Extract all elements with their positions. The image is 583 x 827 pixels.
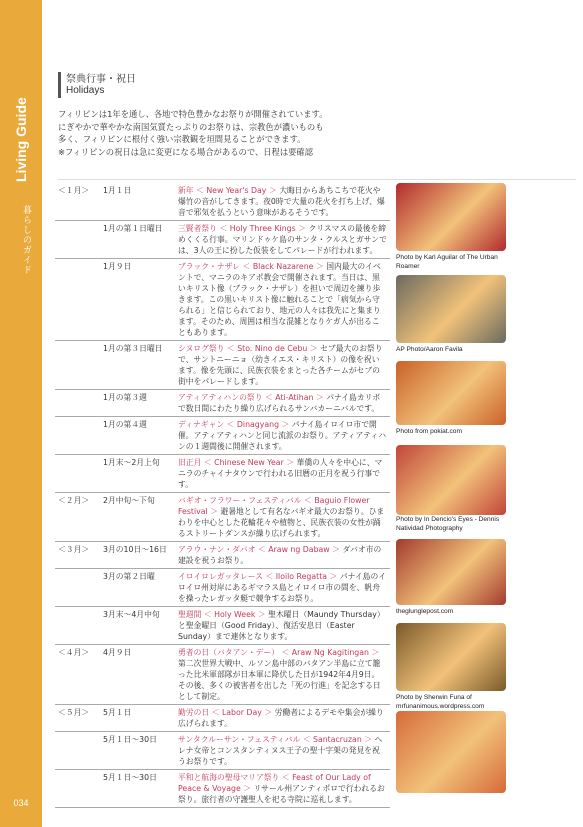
event-text: 華僑の人々を中心に、マニラのチャイナタウンで行われる旧暦の正月を祝う行事です。 [178, 458, 383, 489]
event-row [55, 183, 390, 221]
event-month [55, 390, 100, 417]
event-name: サンタクルーサン・フェスティバル ＜ Santacruzan ＞ [178, 735, 373, 744]
intro-text [58, 108, 388, 158]
event-date: 5月１日 [100, 705, 175, 732]
event-date: 3月末～4月中旬 [100, 607, 175, 645]
sidebar-title-jp: 暮らしのガイド [21, 205, 31, 275]
event-text: パナイ島のイロイロ州対岸にあるギマラス島とイロイロ市の間を、帆舟を操ったレガッタ艇で競争するお祭り。 [178, 572, 387, 603]
event-date: 1月の第１日曜日 [100, 221, 175, 259]
event-description [175, 417, 390, 455]
event-month [55, 417, 100, 455]
section-title-jp: 祭典行事・祝日 [66, 74, 136, 85]
sidebar [0, 0, 42, 827]
event-month [55, 341, 100, 390]
intro-line-4: ※フィリピンの祝日は急に変更になる場合があるので、日程は要確認 [58, 146, 314, 157]
event-row [55, 341, 390, 390]
event-description [175, 183, 390, 221]
event-row [55, 732, 390, 770]
event-date: 3月の10日～16日 [100, 542, 175, 569]
event-name: 聖週間 ＜ Holy Week ＞ [178, 610, 266, 619]
event-date: 1月末～2月上旬 [100, 455, 175, 493]
photo-credit: Photo from pokiat.com [396, 428, 462, 435]
event-text: 避暑地として有名なバギオ最大のお祭り。ひまわりを中心とした花輪花々や植物と、民族衣装の女性が踊るストリートダンスが繰り広げられます。 [178, 507, 385, 538]
event-text: 第二次世界大戦中、ルソン島中部のバタアン半島に立て籠った比米軍部隊が日本軍に降伏した日が1942年4月9日。その後、多くの被害者を出した「死の行進」を記念する日として制定。 [178, 659, 381, 701]
event-row [55, 221, 390, 259]
event-month: ＜３月＞ [55, 542, 100, 569]
event-month [55, 455, 100, 493]
event-name: アラウ・ナン・ダバオ ＜ Araw ng Dabaw ＞ [178, 545, 340, 554]
photo-credit: Photo by Karl Aguilar of The Urban Roamer [396, 254, 498, 270]
event-date: 4月９日 [100, 645, 175, 705]
event-row [55, 455, 390, 493]
festival-photo [396, 275, 506, 343]
event-description [175, 770, 390, 808]
top-divider [58, 179, 576, 180]
event-month [55, 259, 100, 341]
event-date: 1月１日 [100, 183, 175, 221]
event-name: ブラック・ナザレ ＜ Black Nazarene ＞ [178, 262, 324, 271]
event-description [175, 455, 390, 493]
event-date: 1月の第４週 [100, 417, 175, 455]
intro-line-3: 多く、フィリピンに根付く強い宗教観を垣間見ることができます。 [58, 134, 306, 144]
festival-photo [396, 539, 506, 605]
event-name: バギオ・フラワー・フェスティバル ＜ Baguio Flower Festival ＞ [178, 496, 370, 516]
event-month [55, 607, 100, 645]
event-row [55, 417, 390, 455]
event-text: ヘレナ女帝とコンスタンティヌス王子の聖十字架の発見を祝うお祭りです。 [178, 735, 383, 766]
event-text: セブ最大のお祭りで、サントニーニョ（幼きイエス・キリスト）の像を祝います。像を先頭に、民族衣装をまとった各チームがセブの街中をパレードします。 [178, 344, 383, 386]
event-text: 大晦日からあちこちで花火や爆竹の音がしてきます。夜0時で大量の花火を打ち上げ、爆音で邪気を払うという意味があるそうです。 [178, 186, 385, 217]
event-row [55, 705, 390, 732]
event-description [175, 645, 390, 705]
photo-credit: Photo by In Dencio's Eyes - Dennis Natividad Photography [396, 516, 500, 532]
event-month: ＜４月＞ [55, 645, 100, 705]
event-row [55, 259, 390, 341]
event-date: 3月の第２日曜 [100, 569, 175, 607]
event-text: パナイ島イロイロ市で開催。アティアティハンと同じ流派のお祭り。アティアティハンの１週間後に開催されます。 [178, 420, 387, 451]
festival-photo [396, 711, 506, 793]
event-name: アティアティハンの祭り ＜ Ati-Atihan ＞ [178, 393, 324, 402]
section-title-en: Holidays [66, 85, 105, 96]
event-name: 平和と航海の聖母マリア祭り ＜ Feast of Our Lady of Peace & Voyage ＞ [178, 773, 371, 793]
event-description [175, 607, 390, 645]
event-name: 旧正月 ＜ Chinese New Year ＞ [178, 458, 295, 467]
event-month [55, 569, 100, 607]
event-text: クリスマスの最後を締めくくる行事。マリンドゥケ島のサンタ・クルスとガサンでは、3人の王に扮した仮装をしてパレードが行われます。 [178, 224, 387, 255]
event-date: 2月中旬～下旬 [100, 493, 175, 542]
event-description [175, 569, 390, 607]
festival-photo [396, 623, 506, 691]
festival-photo [396, 361, 506, 425]
event-name: 三賢者祭り ＜ Holy Three Kings ＞ [178, 224, 306, 233]
event-date: 1月９日 [100, 259, 175, 341]
event-month [55, 732, 100, 770]
event-row [55, 770, 390, 808]
event-name: 勇者の日（バタアン・デー） ＜ Araw Ng Kagitingan ＞ [178, 648, 380, 657]
event-description [175, 221, 390, 259]
event-name: シヌログ祭り ＜ Sto. Nino de Cebu ＞ [178, 344, 318, 353]
event-description [175, 259, 390, 341]
event-month: ＜５月＞ [55, 705, 100, 732]
event-row [55, 390, 390, 417]
event-description [175, 542, 390, 569]
event-row [55, 569, 390, 607]
festival-photo [396, 445, 506, 515]
event-text: ダバオ市の建設を祝うお祭り。 [178, 545, 382, 565]
event-text: パナイ島カリボで数日間にわたり繰り広げられるサンバカーニバルです。 [178, 393, 381, 413]
event-month: ＜１月＞ [55, 183, 100, 221]
event-name: 新年 ＜ New Year's Day ＞ [178, 186, 277, 195]
event-date: 1月の第３日曜日 [100, 341, 175, 390]
event-description [175, 341, 390, 390]
page-number: 034 [13, 798, 29, 808]
event-row [55, 493, 390, 542]
photo-credit: AP Photo/Aaron Favila [396, 346, 463, 353]
event-name: ディナギャン ＜ Dinagyang ＞ [178, 420, 290, 429]
festival-photo [396, 183, 506, 251]
event-name: 勤労の日 ＜ Labor Day ＞ [178, 708, 273, 717]
event-text: リサール州アンティポロで行われるお祭り。旅行者の守護聖人を祀る寺院に巡礼します。 [178, 784, 385, 804]
intro-line-1: フィリピンは1年を通し、各地で特色豊かなお祭りが開催されています。 [58, 109, 328, 119]
events-table [55, 183, 390, 808]
photo-credit: Photo by Sherwin Funa of mrfunanimous.wordpress.com [396, 694, 485, 710]
event-description [175, 493, 390, 542]
event-date: 1月の第３週 [100, 390, 175, 417]
event-date: 5月１日～30日 [100, 732, 175, 770]
event-text: 国内最大のイベントで、マニラのキアポ教会で開催されます。当日は、黒いキリスト像（ブラック・ナザレ）を担いで周辺を練り歩きます。この黒いキリスト像に触れることで「病気から守られる」と信じられており、地元の人々は我先にと集まります。そのため、周囲は相当な混雑となりケガ人が出ることもあります。 [178, 262, 381, 337]
event-description [175, 705, 390, 732]
photo-credit: theglunglepost.com [396, 608, 454, 615]
event-month [55, 770, 100, 808]
section-header-bar [58, 72, 61, 98]
sidebar-title-en: Living Guide [13, 97, 29, 183]
event-month [55, 221, 100, 259]
event-date: 5月１日～30日 [100, 770, 175, 808]
intro-line-2: にぎやかで華やかな南国気質たっぷりのお祭りは、宗教色が濃いものも [58, 121, 324, 132]
event-month: ＜２月＞ [55, 493, 100, 542]
event-row [55, 607, 390, 645]
event-description [175, 732, 390, 770]
event-text: 労働者によるデモや集会が繰り広げられます。 [178, 708, 384, 728]
event-row [55, 645, 390, 705]
event-row [55, 542, 390, 569]
event-text: 聖木曜日（Maundy Thursday）と聖金曜日（Good Friday）、復活安息日（Easter Sunday）まで連休となります。 [178, 610, 385, 641]
event-description [175, 390, 390, 417]
event-name: イロイロレガッタレース ＜ Iloilo Regatta ＞ [178, 572, 338, 581]
